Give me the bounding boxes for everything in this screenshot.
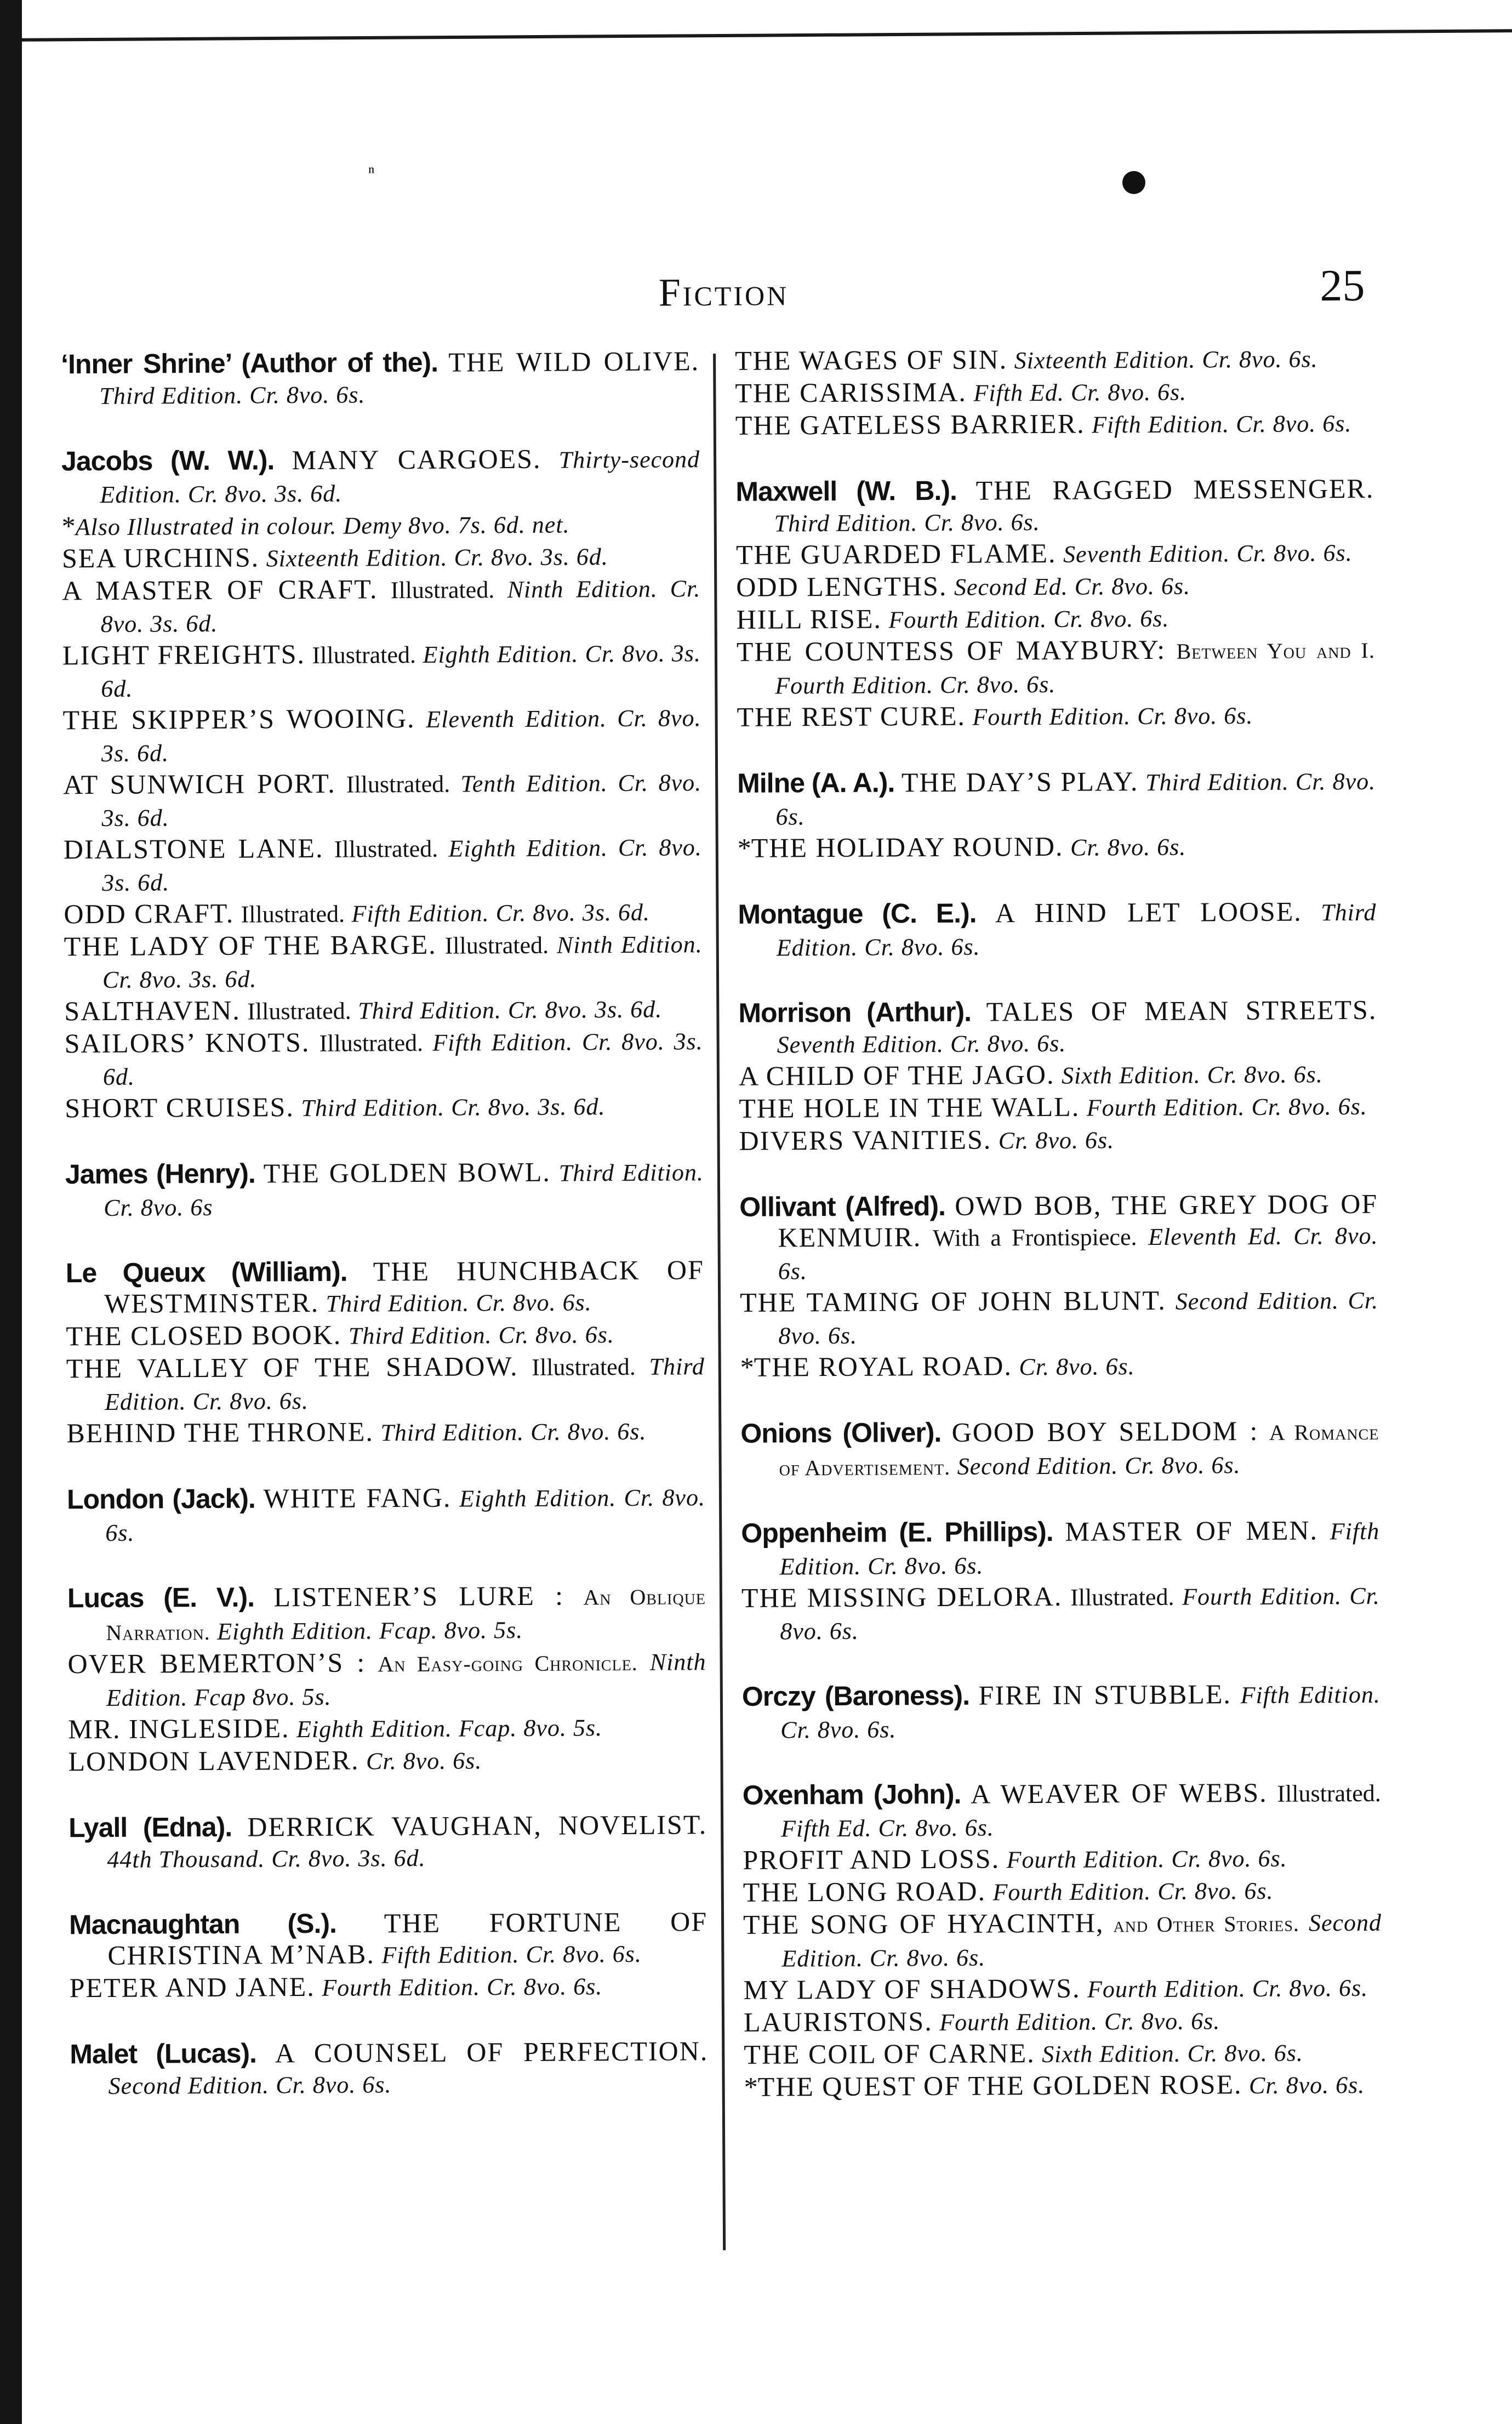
work-note: Illustrated. <box>390 576 495 604</box>
author-name: Morrison (Arthur). <box>738 996 972 1028</box>
catalogue-entry <box>738 896 1377 964</box>
work-details: Eighth Edition. Fcap. 8vo. 5s. <box>296 1714 603 1743</box>
work-details: Fourth Edition. Cr. 8vo. 6s. <box>992 1877 1274 1906</box>
work-line <box>737 698 1375 734</box>
work-title: GOOD BOY SELDOM : <box>951 1415 1259 1448</box>
work-line <box>744 1971 1382 2007</box>
work-title: A MASTER OF CRAFT. <box>62 573 378 606</box>
work-title: A CHILD OF THE JAGO. <box>738 1059 1055 1091</box>
work-details: Fifth Ed. Cr. 8vo. 6s. <box>781 1814 994 1842</box>
column-rule <box>713 354 726 2250</box>
work-details: Fifth Edition. Cr. 8vo. 6s. <box>1091 410 1352 439</box>
work-details: Third Edition. Cr. 8vo. 6s. <box>380 1418 647 1447</box>
work-details: Fourth Edition. Cr. 8vo. 6s. <box>1087 1974 1368 2003</box>
author-name: London (Jack). <box>66 1483 256 1515</box>
work-note: Illustrated. <box>247 997 351 1025</box>
work-details: Second Ed. Cr. 8vo. 6s. <box>954 572 1191 601</box>
work-title: THE WILD OLIVE. <box>448 345 700 378</box>
work-details: Sixteenth Edition. Cr. 8vo. 6s. <box>1014 345 1318 374</box>
author-name: Oppenheim (E. Phillips). <box>741 1516 1053 1549</box>
work-line <box>62 701 701 769</box>
work-details: Cr. 8vo. 6s. <box>1019 1353 1135 1381</box>
work-line <box>64 1025 703 1092</box>
author-name: Lyall (Edna). <box>68 1811 232 1843</box>
work-title: THE MISSING DELORA. <box>741 1580 1063 1613</box>
work-details: Fifth Edition. Cr. 8vo. 6s. <box>779 1517 1380 1580</box>
catalogue-entry <box>61 345 700 412</box>
work-title: MR. INGLESIDE. <box>68 1712 290 1745</box>
work-line <box>744 2036 1382 2072</box>
work-line <box>738 994 1377 1061</box>
work-line <box>740 1415 1379 1484</box>
author-name: ‘Inner Shrine’ (Author of the). <box>61 346 438 380</box>
right-column <box>735 342 1383 2138</box>
catalogue-entry <box>69 1809 707 1875</box>
work-line <box>743 1874 1382 1909</box>
work-title: FIRE IN STUBBLE. <box>978 1678 1232 1711</box>
work-line <box>67 1579 706 1648</box>
author-name: Jacobs (W. W.). <box>61 445 275 477</box>
catalogue-entry <box>735 473 1375 734</box>
author-name: James (Henry). <box>65 1158 255 1190</box>
catalogue-entry <box>69 1906 708 2005</box>
work-title: THE GUARDED FLAME. <box>735 537 1057 570</box>
work-note: Illustrated. <box>334 835 438 863</box>
work-details: Third Edition. Cr. 8vo. 6s. <box>774 508 1040 537</box>
catalogue-entry <box>66 1254 705 1450</box>
work-line <box>62 507 700 543</box>
work-line <box>736 601 1374 636</box>
ink-dot <box>1122 171 1145 194</box>
work-line <box>67 1645 706 1714</box>
work-title: MANY CARGOES. <box>292 443 541 476</box>
work-details: Fifth Edition. Cr. 8vo. 3s. 6d. <box>102 1028 703 1090</box>
work-note: Illustrated. <box>319 1029 424 1057</box>
work-title: THE COUNTESS OF MAYBURY: <box>736 634 1166 667</box>
catalogue-entry <box>743 1777 1383 2104</box>
work-details: Cr. 8vo. 6s. <box>1248 2071 1365 2099</box>
work-line <box>65 1156 704 1224</box>
work-details: Fifth Edition. Cr. 8vo. 6s. <box>780 1681 1381 1744</box>
work-title: LONDON LAVENDER. <box>68 1744 360 1777</box>
work-details: Third Edition. Cr. 8vo. 6s. <box>99 381 366 409</box>
work-line <box>69 1906 708 1972</box>
work-details: Cr. 8vo. 6s. <box>998 1126 1115 1154</box>
work-title: PETER AND JANE. <box>69 1971 315 2004</box>
catalogue-entry <box>740 1415 1379 1484</box>
author-name: Onions (Oliver). <box>740 1416 942 1449</box>
catalogue-entry <box>742 1678 1381 1746</box>
work-title: THE VALLEY OF THE SHADOW. <box>66 1350 518 1384</box>
work-line <box>737 633 1376 702</box>
work-subtitle: An Oblique Narration. <box>106 1584 706 1645</box>
asterisk-mark: * <box>744 2071 758 2102</box>
work-details: Third Edition. Cr. 8vo. 6s. <box>776 898 1377 961</box>
work-details: Eleventh Ed. Cr. 8vo. 6s. <box>778 1222 1378 1285</box>
work-note: Illustrated. <box>532 1353 636 1381</box>
work-line <box>739 1057 1377 1093</box>
work-details: Eleventh Edition. Cr. 8vo. 3s. 6d. <box>101 704 701 767</box>
work-details: Third Edition. Cr. 8vo. 6s. <box>326 1289 592 1317</box>
work-title: THE DAY’S PLAY. <box>901 766 1139 798</box>
work-note: Illustrated. <box>312 641 416 669</box>
work-line <box>740 1284 1379 1352</box>
catalogue-entry <box>741 1515 1380 1647</box>
work-title: ODD CRAFT. <box>64 897 235 930</box>
work-line <box>62 572 701 640</box>
work-details: Third Edition. Cr. 8vo. 6s. <box>104 1353 705 1415</box>
work-title: A COUNSEL OF PERFECTION. <box>275 2035 709 2069</box>
work-line <box>736 536 1374 572</box>
work-details: Second Edition. Cr. 8vo. 6s. <box>781 1909 1382 1972</box>
work-line <box>743 1777 1382 1845</box>
work-line <box>64 928 703 995</box>
work-details: Ninth Edition. Fcap 8vo. 5s. <box>106 1648 706 1711</box>
work-title: THE RAGGED MESSENGER. <box>975 473 1374 506</box>
work-line <box>741 1579 1380 1647</box>
work-note: Illustrated. <box>346 770 450 798</box>
left-column <box>61 345 709 2136</box>
catalogue-entry <box>737 765 1376 865</box>
work-line <box>735 342 1373 378</box>
work-title: THE TAMING OF JOHN BLUNT. <box>739 1284 1166 1318</box>
work-title: THE HOLIDAY ROUND. <box>751 830 1064 863</box>
work-details: Third Edition. Cr. 8vo. 3s. 6d. <box>358 995 663 1025</box>
work-title: THE FORTUNE OF CHRISTINA M’NAB. <box>107 1906 708 1971</box>
work-title: HILL RISE. <box>736 603 882 635</box>
scan-edge-top <box>0 0 1512 42</box>
work-details: Third Edition. Cr. 8vo. 6s. <box>348 1321 614 1350</box>
catalogue-entry <box>61 442 703 1125</box>
work-title: THE WAGES OF SIN. <box>734 344 1008 376</box>
author-name: Maxwell (W. B.). <box>735 475 957 507</box>
work-title: LIGHT FREIGHTS. <box>62 639 306 671</box>
work-title: THE HOLE IN THE WALL. <box>739 1091 1080 1124</box>
work-title: THE SONG OF HYACINTH, <box>743 1907 1104 1940</box>
work-line <box>68 1743 706 1778</box>
work-line <box>736 568 1374 604</box>
work-line <box>743 1841 1381 1877</box>
work-details: Third Edition. Cr. 8vo. 6s. <box>775 767 1376 830</box>
work-line <box>742 1678 1381 1746</box>
work-line <box>743 1906 1382 1975</box>
work-title: THE CARISSIMA. <box>735 376 967 408</box>
work-details: Sixteenth Edition. Cr. 8vo. 3s. 6d. <box>266 543 608 572</box>
scan-edge-left <box>0 0 22 2424</box>
work-details: 44th Thousand. Cr. 8vo. 3s. 6d. <box>107 1844 426 1873</box>
work-note: Illustrated. <box>1277 1779 1381 1807</box>
work-line <box>70 2035 709 2102</box>
work-title: OVER BEMERTON’S : <box>67 1647 366 1680</box>
work-note: With a Frontispiece. <box>932 1224 1137 1252</box>
author-name: Orczy (Baroness). <box>741 1680 970 1712</box>
asterisk-mark: * <box>740 1351 754 1382</box>
work-line <box>63 766 702 834</box>
work-title: SAILORS’ KNOTS. <box>64 1026 310 1059</box>
work-title: DIALSTONE LANE. <box>63 832 324 865</box>
work-line <box>739 1122 1377 1158</box>
work-line <box>68 1710 706 1746</box>
work-details: Ninth Edition. Cr. 8vo. 3s. 6d. <box>100 575 701 638</box>
work-details: Fourth Edition. Cr. 8vo. 6s. <box>888 605 1169 634</box>
work-title: TALES OF MEAN STREETS. <box>986 994 1377 1027</box>
work-title: WHITE FANG. <box>263 1482 452 1514</box>
work-title: SHORT CRUISES. <box>65 1091 295 1124</box>
work-title: THE HUNCHBACK OF WESTMINSTER. <box>104 1254 704 1319</box>
catalogue-entry <box>738 994 1378 1158</box>
work-line <box>66 1350 705 1418</box>
work-subtitle: A Romance of Advertisement. <box>779 1419 1379 1481</box>
work-title: THE LADY OF THE BARGE. <box>64 929 437 962</box>
work-title: SALTHAVEN. <box>64 994 241 1027</box>
work-note: Illustrated. <box>241 900 345 928</box>
work-title: THE ROYAL ROAD. <box>754 1350 1013 1382</box>
page-header <box>55 238 1393 338</box>
work-line <box>65 1089 703 1125</box>
work-details: Sixth Edition. Cr. 8vo. 6s. <box>1042 2039 1304 2068</box>
work-line <box>737 765 1376 833</box>
work-details: Cr. 8vo. 6s. <box>366 1747 482 1775</box>
author-name: Lucas (E. V.). <box>67 1581 255 1614</box>
work-details: Seventh Edition. Cr. 8vo. 6s. <box>1063 539 1353 568</box>
work-line <box>62 539 700 575</box>
work-title: LISTENER’S LURE : <box>273 1580 564 1613</box>
page <box>55 238 1403 2306</box>
author-name: Ollivant (Alfred). <box>739 1190 946 1222</box>
work-title: SEA URCHINS. <box>61 542 260 574</box>
work-title: LAURISTONS. <box>743 2006 933 2038</box>
work-title: THE COIL OF CARNE. <box>744 2038 1035 2070</box>
work-details: Fifth Ed. Cr. 8vo. 6s. <box>973 378 1187 407</box>
work-title: OWD BOB, THE GREY DOG OF KENMUIR. <box>778 1188 1378 1253</box>
author-name: Malet (Lucas). <box>70 2038 257 2070</box>
work-note: Illustrated. <box>444 931 549 959</box>
catalogue-entry <box>67 1579 707 1778</box>
work-title: DIVERS VANITIES. <box>739 1124 992 1156</box>
work-subtitle: and Other Stories. <box>1113 1911 1300 1937</box>
work-details: Fourth Edition. Cr. 8vo. 6s. <box>1086 1092 1367 1122</box>
author-name: Milne (A. A.). <box>737 767 895 799</box>
work-title: PROFIT AND LOSS. <box>743 1843 1000 1875</box>
work-title: A WEAVER OF WEBS. <box>971 1777 1268 1810</box>
work-note: Illustrated. <box>1070 1583 1174 1611</box>
work-line <box>61 345 700 412</box>
work-line <box>64 895 702 931</box>
work-details: Fifth Edition. Cr. 8vo. 3s. 6d. <box>351 898 651 928</box>
catalogue-entry <box>67 1481 706 1549</box>
catalogue-entry <box>65 1156 704 1224</box>
work-details: Fifth Edition. Cr. 8vo. 6s. <box>381 1940 642 1969</box>
work-line <box>740 1348 1379 1384</box>
work-line <box>66 1414 705 1450</box>
work-title: AT SUNWICH PORT. <box>63 767 336 800</box>
work-details: Fourth Edition. Cr. 8vo. 6s. <box>1006 1845 1287 1874</box>
work-line <box>62 636 701 704</box>
author-name: Macnaughtan (S.). <box>69 1908 337 1941</box>
work-details: Fourth Edition. Cr. 8vo. 6s. <box>939 2007 1220 2036</box>
work-details: Eighth Edition. Fcap. 8vo. 5s. <box>217 1616 523 1645</box>
work-details: Third Edition. Cr. 8vo. 3s. 6d. <box>301 1093 606 1122</box>
work-details: Eighth Edition. Cr. 8vo. 3s. 6d. <box>101 834 702 896</box>
work-line <box>70 1969 708 2005</box>
work-details: Seventh Edition. Cr. 8vo. 6s. <box>777 1029 1066 1059</box>
catalogue-entry <box>735 342 1374 442</box>
asterisk-mark: * <box>61 510 76 542</box>
work-subtitle: An Easy-going Chronicle. <box>378 1650 638 1677</box>
work-details: Second Edition. Cr. 8vo. 6s. <box>957 1452 1241 1480</box>
work-line <box>66 1254 705 1321</box>
work-details: Fourth Edition. Cr. 8vo. 6s. <box>322 1973 603 2001</box>
work-subtitle: Between You and I. <box>1176 638 1376 664</box>
work-line <box>738 829 1376 865</box>
work-details: Thirty-second Edition. Cr. 8vo. 3s. 6d. <box>100 446 700 508</box>
catalogue-entry <box>739 1188 1379 1384</box>
ink-mark: ⁿ <box>368 161 375 183</box>
work-line <box>739 1090 1377 1125</box>
author-name: Montague (C. E.). <box>738 897 977 930</box>
work-details: Eighth Edition. Cr. 8vo. 3s. 6d. <box>101 640 701 702</box>
work-details: Fourth Edition. Cr. 8vo. 6s. <box>775 670 1056 699</box>
author-name: Le Queux (William). <box>65 1256 347 1289</box>
work-title: ODD LENGTHS. <box>736 570 948 602</box>
work-title: THE SKIPPER’S WOOING. <box>62 702 415 736</box>
work-line <box>735 407 1374 442</box>
work-title: THE CLOSED BOOK. <box>66 1319 342 1352</box>
work-title: THE GATELESS BARRIER. <box>735 408 1085 441</box>
work-title: MASTER OF MEN. <box>1065 1515 1319 1547</box>
work-line <box>69 1809 707 1875</box>
work-details: Fourth Edition. Cr. 8vo. 6s. <box>972 702 1253 731</box>
work-details: Also Illustrated in colour. Demy 8vo. 7s. 6d. net. <box>75 511 570 541</box>
catalogue-entry <box>70 2035 709 2102</box>
work-title: MY LADY OF SHADOWS. <box>743 1972 1081 2005</box>
work-line <box>739 1188 1378 1287</box>
work-details: Sixth Edition. Cr. 8vo. 6s. <box>1061 1061 1323 1089</box>
author-name: Oxenham (John). <box>742 1778 961 1811</box>
work-line <box>738 896 1377 964</box>
work-details: Third Edition. Cr. 8vo. 6s <box>104 1159 704 1221</box>
work-title: DERRICK VAUGHAN, NOVELIST. <box>247 1809 707 1842</box>
work-title: THE QUEST OF THE GOLDEN ROSE. <box>757 2069 1242 2102</box>
work-line <box>61 442 700 510</box>
work-line <box>741 1515 1380 1583</box>
work-details: Second Edition. Cr. 8vo. 6s. <box>108 2071 392 2099</box>
asterisk-mark: * <box>737 832 751 863</box>
work-details: Second Edition. Cr. 8vo. 6s. <box>778 1287 1379 1350</box>
work-line <box>64 992 703 1028</box>
page-title: Fiction <box>658 270 789 315</box>
work-line <box>67 1481 706 1549</box>
work-details: Tenth Edition. Cr. 8vo. 3s. 6d. <box>101 769 702 832</box>
work-title: A HIND LET LOOSE. <box>995 896 1302 929</box>
work-details: Ninth Edition. Cr. 8vo. 3s. 6d. <box>102 931 703 993</box>
work-line <box>66 1317 704 1353</box>
work-line <box>735 473 1374 539</box>
work-line <box>744 2004 1382 2039</box>
work-details: Fourth Edition. Cr. 8vo. 6s. <box>780 1582 1380 1645</box>
work-line <box>64 830 703 898</box>
work-title: THE LONG ROAD. <box>743 1875 986 1908</box>
work-details: Eighth Edition. Cr. 8vo. 6s. <box>105 1484 706 1546</box>
work-line <box>735 374 1373 410</box>
work-line <box>744 2068 1382 2104</box>
work-details: Cr. 8vo. 6s. <box>1070 833 1186 861</box>
work-title: THE REST CURE. <box>737 700 966 732</box>
page-number: 25 <box>1320 260 1365 311</box>
work-title: BEHIND THE THRONE. <box>66 1416 374 1449</box>
work-title: THE GOLDEN BOWL. <box>263 1156 551 1189</box>
